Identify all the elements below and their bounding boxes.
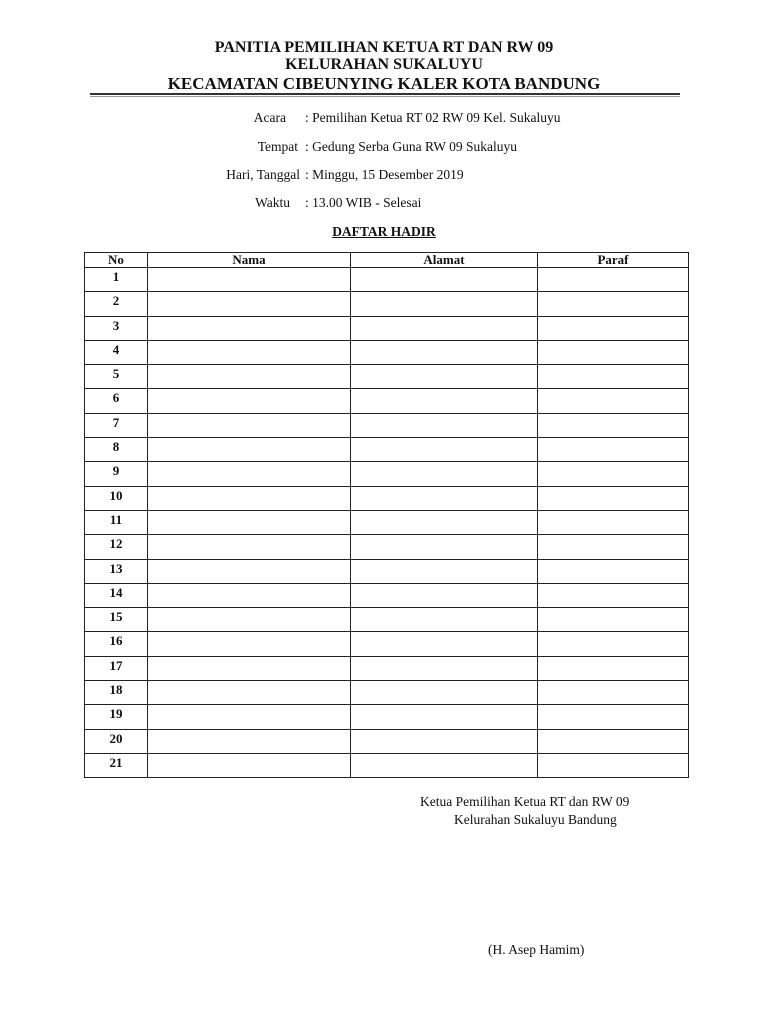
paraf-cell bbox=[538, 268, 689, 292]
paraf-cell bbox=[538, 729, 689, 753]
nama-cell bbox=[148, 705, 351, 729]
row-number: 7 bbox=[85, 413, 148, 437]
table-row bbox=[85, 583, 689, 607]
alamat-cell bbox=[351, 535, 538, 559]
alamat-cell bbox=[351, 292, 538, 316]
nama-cell bbox=[148, 413, 351, 437]
table-row bbox=[85, 729, 689, 753]
info-tempat bbox=[0, 139, 768, 155]
table-row bbox=[85, 389, 689, 413]
row-number: 1 bbox=[85, 268, 148, 292]
info-hari-tanggal bbox=[0, 167, 768, 183]
table-row bbox=[85, 268, 689, 292]
alamat-cell bbox=[351, 729, 538, 753]
waktu-value: : 13.00 WIB - Selesai bbox=[305, 195, 422, 210]
row-number: 13 bbox=[85, 559, 148, 583]
nama-cell bbox=[148, 340, 351, 364]
row-number: 20 bbox=[85, 729, 148, 753]
paraf-cell bbox=[538, 681, 689, 705]
table-row bbox=[85, 632, 689, 656]
acara-label: Acara bbox=[253, 110, 286, 125]
row-number: 12 bbox=[85, 535, 148, 559]
row-number: 9 bbox=[85, 462, 148, 486]
column-header-alamat: Alamat bbox=[351, 253, 538, 268]
table-row bbox=[85, 340, 689, 364]
header-divider bbox=[90, 93, 680, 95]
alamat-cell bbox=[351, 268, 538, 292]
alamat-cell bbox=[351, 681, 538, 705]
row-number: 11 bbox=[85, 510, 148, 534]
signature-title: Ketua Pemilihan Ketua RT dan RW 09 bbox=[420, 794, 630, 809]
attendance-table-body bbox=[85, 268, 689, 778]
row-number: 16 bbox=[85, 632, 148, 656]
row-number: 2 bbox=[85, 292, 148, 316]
alamat-cell bbox=[351, 656, 538, 680]
paraf-cell bbox=[538, 705, 689, 729]
kecamatan-title: KECAMATAN CIBEUNYING KALER KOTA BANDUNG bbox=[167, 74, 601, 93]
alamat-cell bbox=[351, 486, 538, 510]
paraf-cell bbox=[538, 535, 689, 559]
table-row bbox=[85, 559, 689, 583]
nama-cell bbox=[148, 729, 351, 753]
info-acara bbox=[0, 110, 768, 126]
column-header-paraf: Paraf bbox=[538, 253, 689, 268]
alamat-cell bbox=[351, 753, 538, 777]
waktu-label: Waktu bbox=[255, 195, 290, 210]
paraf-cell bbox=[538, 292, 689, 316]
info-waktu bbox=[0, 195, 768, 211]
alamat-cell bbox=[351, 608, 538, 632]
paraf-cell bbox=[538, 559, 689, 583]
table-row bbox=[85, 535, 689, 559]
alamat-cell bbox=[351, 705, 538, 729]
header-divider-thin bbox=[90, 96, 680, 97]
nama-cell bbox=[148, 583, 351, 607]
table-row bbox=[85, 365, 689, 389]
acara-value: : Pemilihan Ketua RT 02 RW 09 Kel. Sukaluyu bbox=[305, 110, 561, 125]
table-row bbox=[85, 656, 689, 680]
attendance-list-title-text: DAFTAR HADIR bbox=[332, 224, 436, 239]
table-row bbox=[85, 486, 689, 510]
kelurahan-title: KELURAHAN SUKALUYU bbox=[285, 56, 483, 73]
paraf-cell bbox=[538, 753, 689, 777]
alamat-cell bbox=[351, 389, 538, 413]
alamat-cell bbox=[351, 583, 538, 607]
nama-cell bbox=[148, 608, 351, 632]
row-number: 3 bbox=[85, 316, 148, 340]
paraf-cell bbox=[538, 389, 689, 413]
nama-cell bbox=[148, 632, 351, 656]
paraf-cell bbox=[538, 316, 689, 340]
paraf-cell bbox=[538, 365, 689, 389]
nama-cell bbox=[148, 462, 351, 486]
column-header-nama: Nama bbox=[148, 253, 351, 268]
row-number: 6 bbox=[85, 389, 148, 413]
paraf-cell bbox=[538, 340, 689, 364]
tempat-value: : Gedung Serba Guna RW 09 Sukaluyu bbox=[305, 139, 517, 154]
paraf-cell bbox=[538, 486, 689, 510]
alamat-cell bbox=[351, 559, 538, 583]
row-number: 14 bbox=[85, 583, 148, 607]
tempat-label: Tempat bbox=[257, 139, 298, 154]
nama-cell bbox=[148, 486, 351, 510]
attendance-list-title bbox=[0, 224, 768, 240]
nama-cell bbox=[148, 438, 351, 462]
paraf-cell bbox=[538, 583, 689, 607]
table-row bbox=[85, 608, 689, 632]
table-row bbox=[85, 510, 689, 534]
alamat-cell bbox=[351, 462, 538, 486]
hari-tanggal-label: Hari, Tanggal bbox=[226, 167, 300, 182]
row-number: 8 bbox=[85, 438, 148, 462]
nama-cell bbox=[148, 681, 351, 705]
alamat-cell bbox=[351, 316, 538, 340]
table-header-row bbox=[85, 253, 689, 268]
nama-cell bbox=[148, 535, 351, 559]
nama-cell bbox=[148, 316, 351, 340]
committee-title: PANITIA PEMILIHAN KETUA RT DAN RW 09 bbox=[214, 39, 554, 56]
paraf-cell bbox=[538, 413, 689, 437]
row-number: 4 bbox=[85, 340, 148, 364]
nama-cell bbox=[148, 559, 351, 583]
paraf-cell bbox=[538, 462, 689, 486]
row-number: 17 bbox=[85, 656, 148, 680]
table-row bbox=[85, 413, 689, 437]
nama-cell bbox=[148, 656, 351, 680]
attendance-table bbox=[84, 252, 689, 778]
row-number: 10 bbox=[85, 486, 148, 510]
row-number: 15 bbox=[85, 608, 148, 632]
table-row bbox=[85, 753, 689, 777]
nama-cell bbox=[148, 389, 351, 413]
nama-cell bbox=[148, 753, 351, 777]
alamat-cell bbox=[351, 365, 538, 389]
paraf-cell bbox=[538, 510, 689, 534]
hari-tanggal-value: : Minggu, 15 Desember 2019 bbox=[305, 167, 464, 182]
row-number: 19 bbox=[85, 705, 148, 729]
paraf-cell bbox=[538, 632, 689, 656]
table-row bbox=[85, 438, 689, 462]
table-row bbox=[85, 316, 689, 340]
table-row bbox=[85, 705, 689, 729]
nama-cell bbox=[148, 292, 351, 316]
alamat-cell bbox=[351, 340, 538, 364]
paraf-cell bbox=[538, 608, 689, 632]
alamat-cell bbox=[351, 413, 538, 437]
column-header-no: No bbox=[85, 253, 148, 268]
paraf-cell bbox=[538, 656, 689, 680]
alamat-cell bbox=[351, 510, 538, 534]
table-row bbox=[85, 681, 689, 705]
alamat-cell bbox=[351, 438, 538, 462]
signature-subtitle: Kelurahan Sukaluyu Bandung bbox=[454, 812, 617, 827]
row-number: 21 bbox=[85, 753, 148, 777]
alamat-cell bbox=[351, 632, 538, 656]
table-row bbox=[85, 292, 689, 316]
document-header bbox=[0, 40, 768, 93]
nama-cell bbox=[148, 365, 351, 389]
nama-cell bbox=[148, 268, 351, 292]
paraf-cell bbox=[538, 438, 689, 462]
nama-cell bbox=[148, 510, 351, 534]
table-row bbox=[85, 462, 689, 486]
row-number: 18 bbox=[85, 681, 148, 705]
signatory-name: (H. Asep Hamim) bbox=[488, 942, 585, 957]
row-number: 5 bbox=[85, 365, 148, 389]
